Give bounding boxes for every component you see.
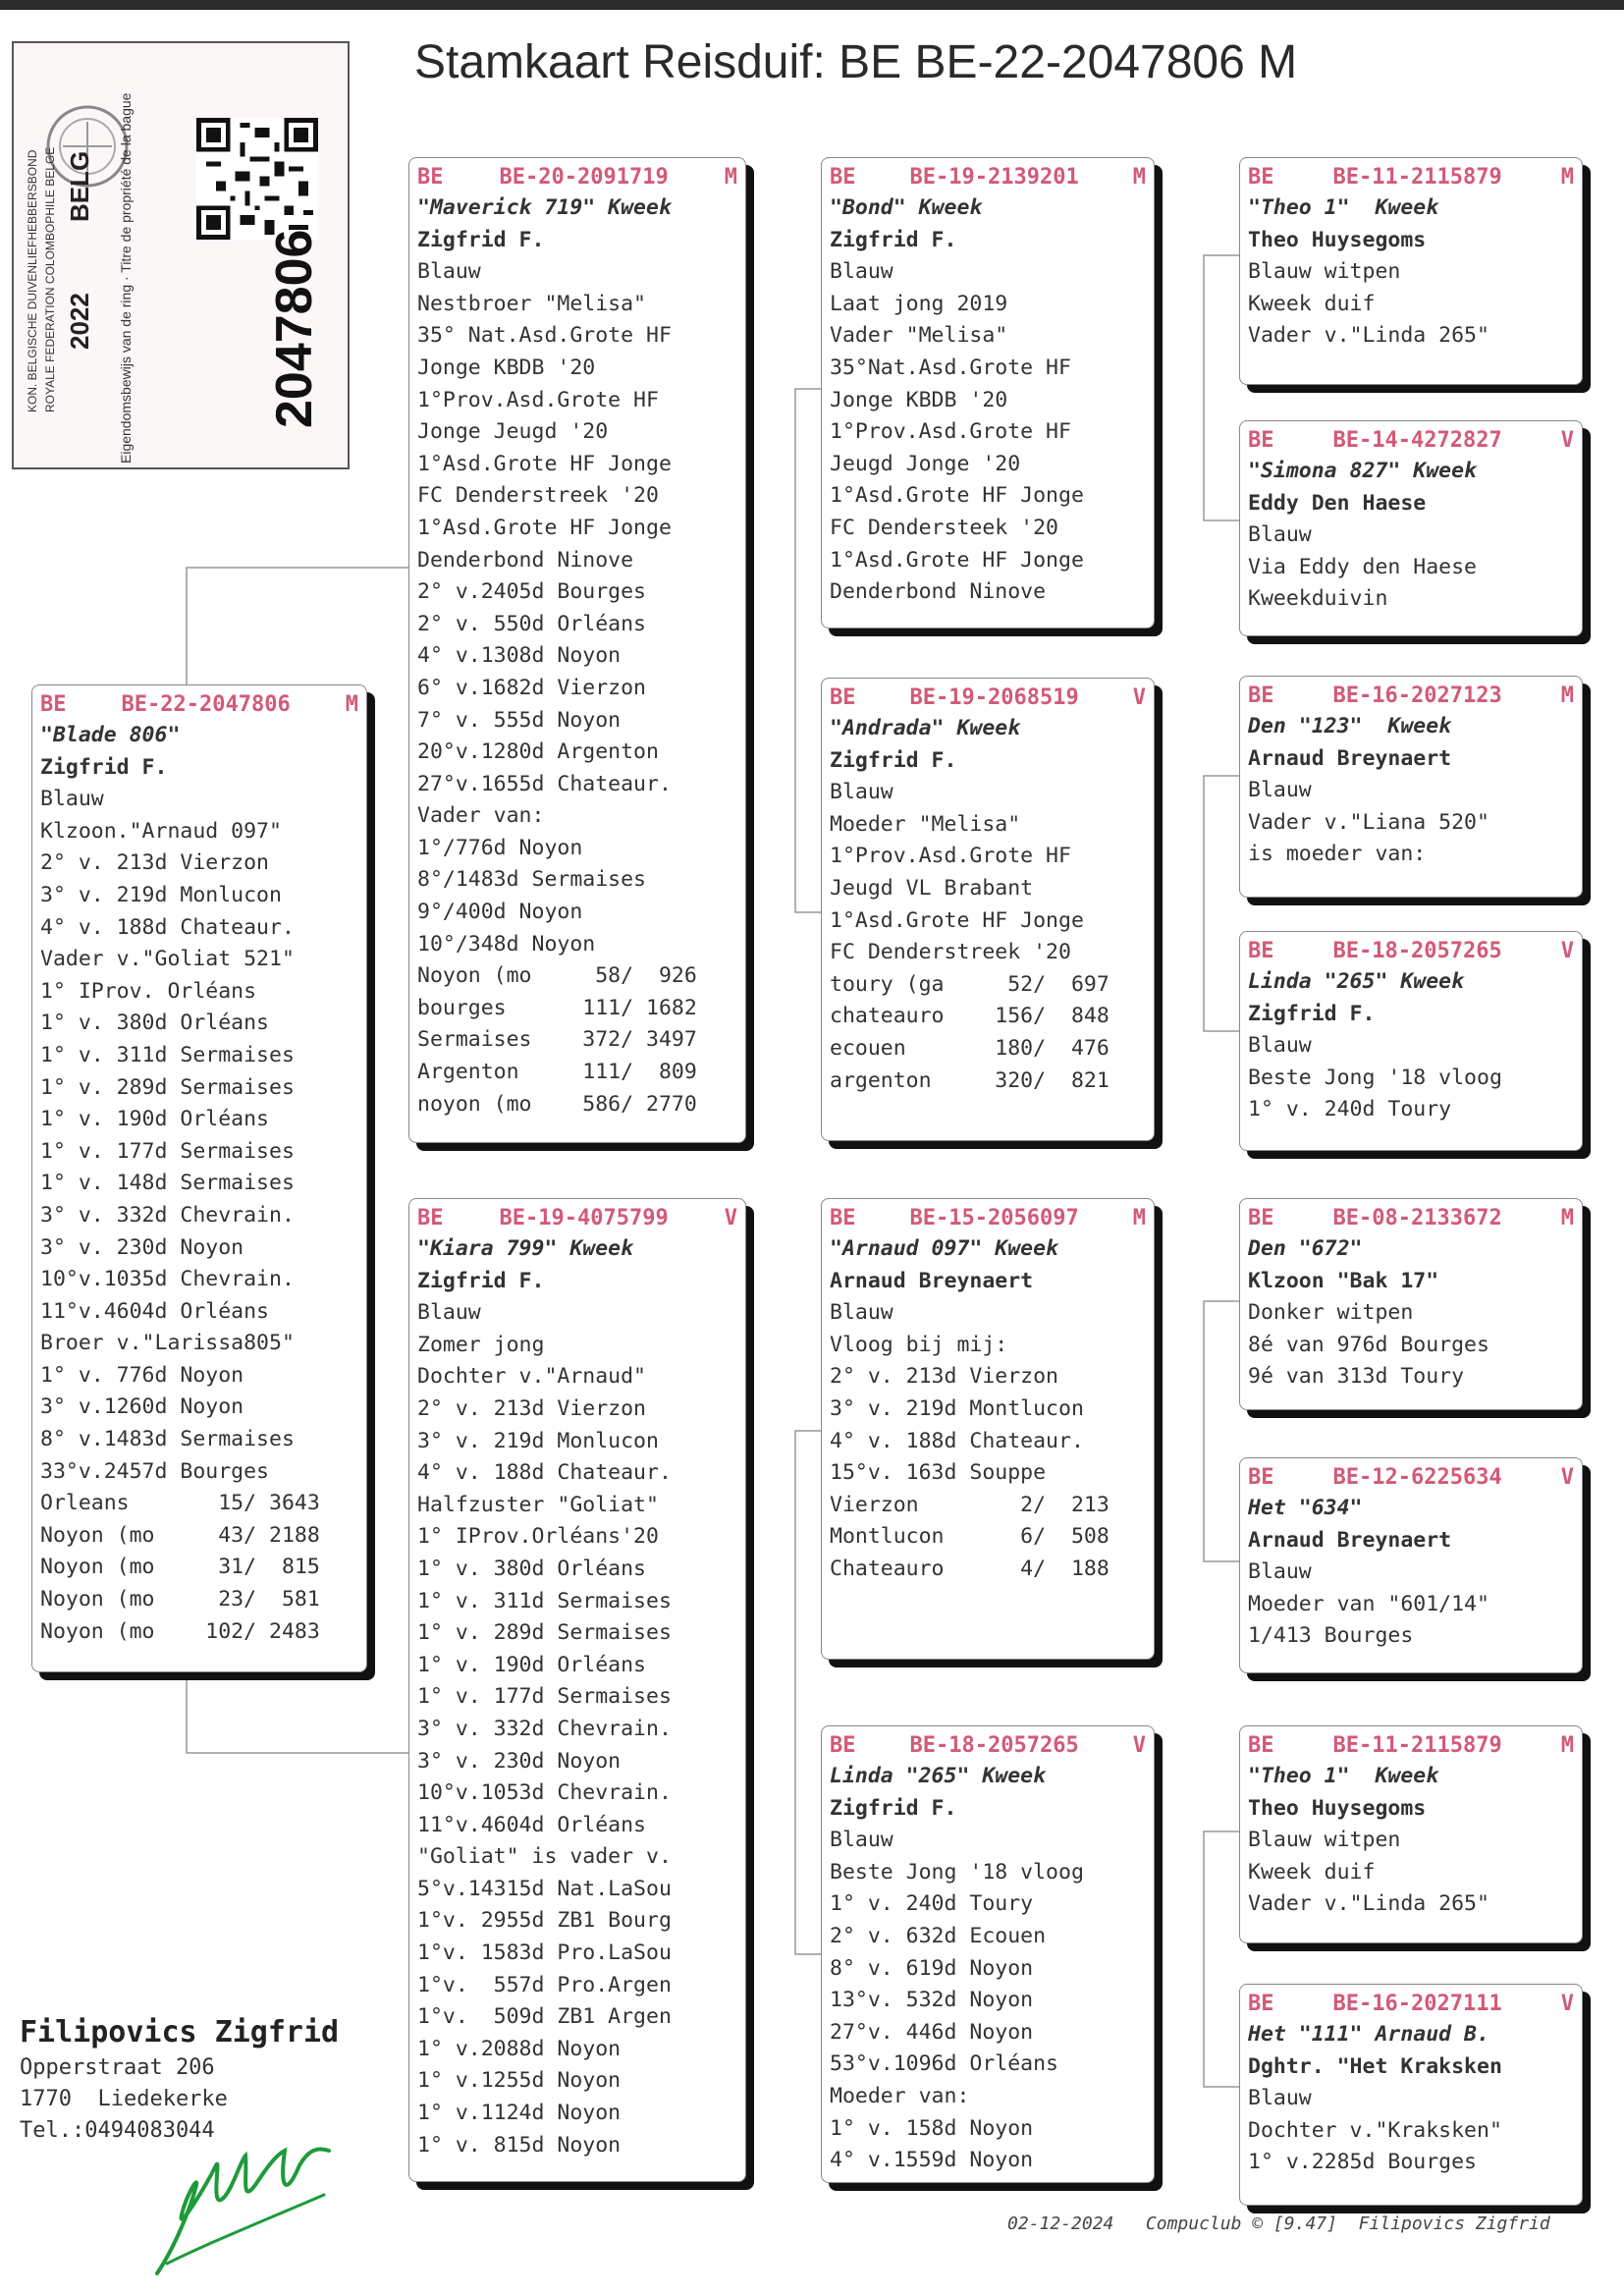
card-detail-line: 1° v.2088d Noyon [417, 2036, 622, 2061]
card-detail-line: 1° v. 177d Sermaises [40, 1138, 295, 1164]
card-ring: BE-20-2091719 [499, 165, 669, 190]
card-detail-line: 1° v. 815d Noyon [417, 2132, 622, 2158]
card-detail-line: Kweek duif [1248, 291, 1376, 316]
card-country: BE [1248, 683, 1274, 708]
card-name: Linda "265" Kweek [830, 1764, 1047, 1788]
card-detail-line: 1°v. 509d ZB1 Argen [417, 2004, 672, 2030]
card-name: Linda "265" Kweek [1248, 969, 1465, 994]
card-detail-line: 1°Asd.Grote HF Jonge [830, 483, 1084, 509]
card-detail-line: 4° v. 188d Chateaur. [40, 914, 295, 940]
card-detail-line: 53°v.1096d Orléans [830, 2051, 1058, 2077]
card-detail-line: 1°v. 1583d Pro.LaSou [417, 1940, 672, 1966]
card-sex: V [1560, 428, 1574, 453]
card-country: BE [1248, 1465, 1274, 1490]
card-detail-line: Blauw witpen [1248, 1828, 1401, 1853]
card-detail-line: is moeder van: [1248, 842, 1427, 867]
card-detail-line: Vader v."Goliat 521" [40, 947, 295, 972]
card-sex: V [1560, 939, 1574, 963]
card-detail-line: Moeder van: [830, 2083, 970, 2108]
card-detail-line: bourges 111/ 1682 [417, 995, 697, 1020]
card-detail-line: 3° v. 230d Noyon [417, 1748, 622, 1774]
card-detail-line: Blauw [830, 780, 893, 805]
card-detail-line: 8é van 976d Bourges [1248, 1332, 1489, 1357]
card-detail-line: Blauw [830, 1300, 893, 1326]
card-detail-line: 1° IProv.Orléans'20 [417, 1524, 659, 1550]
card-sex: V [724, 1206, 737, 1230]
card-detail-line: 10°/348d Noyon [417, 931, 596, 956]
card-breeder: Zigfrid F. [830, 747, 957, 773]
card-detail-line: Argenton 111/ 809 [417, 1060, 697, 1085]
card-sex: V [1132, 685, 1146, 710]
card-detail-line: toury (ga 52/ 697 [830, 971, 1110, 997]
card-breeder: Zigfrid F. [417, 227, 545, 252]
card-detail-line: Laat jong 2019 [830, 291, 1008, 316]
card-detail-line: Kweek duif [1248, 1859, 1376, 1885]
card-detail-line: 4° v.1308d Noyon [417, 643, 622, 669]
pigeon-card-subject[interactable] [31, 684, 367, 1672]
pigeon-card-fff[interactable] [1239, 157, 1583, 385]
card-detail-line: chateauro 156/ 848 [830, 1004, 1110, 1029]
card-name: Den "123" Kweek [1248, 714, 1452, 738]
card-detail-line: 10°v.1053d Chevrain. [417, 1780, 672, 1806]
card-breeder: Klzoon "Bak 17" [1248, 1268, 1439, 1293]
card-detail-line: 1°Asd.Grote HF Jonge [417, 515, 672, 540]
card-detail-line: 1°Prov.Asd.Grote HF [830, 844, 1071, 869]
owner-city: 1770 Liedekerke [20, 2087, 228, 2111]
card-detail-line: 1° v. 380d Orléans [40, 1011, 269, 1036]
card-breeder: Zigfrid F. [40, 754, 168, 780]
card-name: "Theo 1" Kweek [1248, 1764, 1439, 1788]
card-detail-line: 1° v. 190d Orléans [40, 1107, 269, 1132]
card-detail-line: 35° Nat.Asd.Grote HF [417, 323, 672, 349]
card-name: "Bond" Kweek [830, 195, 983, 220]
card-breeder: Zigfrid F. [830, 227, 957, 252]
card-breeder: Dghtr. "Het Kraksken [1248, 2053, 1502, 2079]
card-detail-line: 2° v. 213d Vierzon [830, 1364, 1058, 1390]
card-sex: M [1560, 165, 1574, 190]
card-country: BE [830, 1206, 856, 1230]
card-detail-line: Zomer jong [417, 1332, 545, 1357]
owner-street: Opperstraat 206 [20, 2055, 215, 2080]
card-sex: V [1560, 1992, 1574, 2016]
ring-country: BELG [65, 150, 94, 222]
card-detail-line: 11°v.4604d Orléans [417, 1812, 646, 1837]
card-breeder: Arnaud Breynaert [1248, 1527, 1452, 1553]
footer-date: 02-12-2024 [1007, 2213, 1114, 2234]
card-detail-line: 1° v. 776d Noyon [40, 1362, 244, 1388]
card-detail-line: 6° v.1682d Vierzon [417, 675, 646, 700]
card-ring: BE-14-4272827 [1332, 428, 1502, 453]
card-detail-line: Beste Jong '18 vloog [830, 1859, 1084, 1885]
card-detail-line: Blauw [1248, 1033, 1312, 1059]
card-ring: BE-22-2047806 [121, 692, 291, 717]
card-country: BE [1248, 1206, 1274, 1230]
card-detail-line: Halfzuster "Goliat" [417, 1492, 659, 1517]
ring-number: 2047806 [266, 229, 323, 428]
card-detail-line: Noyon (mo 23/ 581 [40, 1587, 320, 1612]
card-ring: BE-15-2056097 [909, 1206, 1079, 1230]
card-detail-line: Vierzon 2/ 213 [830, 1492, 1110, 1517]
footer-software: Compuclub © [9.47] [1145, 2213, 1337, 2234]
card-sex: V [1560, 1465, 1574, 1490]
card-detail-line: 1° v.1124d Noyon [417, 2101, 622, 2126]
card-detail-line: 9°/400d Noyon [417, 900, 583, 925]
pigeon-card-fmf[interactable] [1239, 676, 1583, 898]
card-detail-line: Blauw [417, 259, 481, 285]
card-detail-line: Sermaises 372/ 3497 [417, 1027, 697, 1053]
card-detail-line: Beste Jong '18 vloog [1248, 1065, 1502, 1090]
card-breeder: Zigfrid F. [417, 1268, 545, 1293]
card-country: BE [1248, 165, 1274, 190]
card-name: "Andrada" Kweek [830, 716, 1021, 740]
card-detail-line: 9é van 313d Toury [1248, 1364, 1465, 1390]
card-detail-line: 1° v. 380d Orléans [417, 1556, 646, 1581]
card-sex: M [724, 165, 737, 190]
card-detail-line: 1° v. 158d Noyon [830, 2115, 1034, 2141]
page-title: Stamkaart Reisduif: BE BE-22-2047806 M [414, 36, 1298, 88]
card-detail-line: Blauw [830, 1828, 893, 1853]
card-detail-line: 5°v.14315d Nat.LaSou [417, 1876, 672, 1901]
card-detail-line: 1° v.2285d Bourges [1248, 2150, 1477, 2175]
card-detail-line: Chateauro 4/ 188 [830, 1556, 1110, 1581]
signature-icon [137, 2126, 344, 2283]
card-detail-line: 3° v. 230d Noyon [40, 1234, 244, 1260]
card-sex: M [1132, 1206, 1146, 1230]
card-detail-line: Noyon (mo 102/ 2483 [40, 1618, 320, 1644]
card-detail-line: 11°v.4604d Orléans [40, 1298, 269, 1324]
pigeon-card-father-father[interactable] [821, 157, 1155, 628]
card-detail-line: 20°v.1280d Argenton [417, 739, 659, 765]
card-detail-line: Jonge KBDB '20 [830, 387, 1008, 412]
card-detail-line: 8°/1483d Sermaises [417, 867, 646, 893]
card-detail-line: Denderbond Ninove [830, 579, 1047, 605]
card-detail-line: 1°v. 557d Pro.Argen [417, 1972, 672, 1997]
card-detail-line: Vader v."Linda 265" [1248, 1891, 1489, 1917]
card-detail-line: 27°v.1655d Chateaur. [417, 771, 672, 796]
card-detail-line: 15°v. 163d Souppe [830, 1460, 1047, 1486]
card-detail-line: 13°v. 532d Noyon [830, 1988, 1034, 2013]
card-detail-line: 3° v. 219d Monlucon [40, 882, 282, 907]
card-detail-line: 2° v. 632d Ecouen [830, 1923, 1047, 1948]
card-detail-line: 1°/776d Noyon [417, 835, 583, 860]
card-detail-line: Blauw [1248, 778, 1312, 803]
card-detail-line: Broer v."Larissa805" [40, 1331, 295, 1356]
card-detail-line: Donker witpen [1248, 1300, 1414, 1326]
card-detail-line: 1° v. 148d Sermaises [40, 1171, 295, 1196]
card-detail-line: Dochter v."Kraksken" [1248, 2117, 1502, 2143]
card-country: BE [1248, 428, 1274, 453]
card-name: Het "111" Arnaud B. [1248, 2022, 1489, 2047]
card-detail-line: Blauw [417, 1300, 481, 1326]
card-detail-line: 1° v. 311d Sermaises [417, 1588, 672, 1613]
card-detail-line: Blauw [1248, 1559, 1312, 1585]
card-ring: BE-19-4075799 [499, 1206, 669, 1230]
card-detail-line: Moeder van "601/14" [1248, 1591, 1489, 1616]
card-detail-line: 2° v. 213d Vierzon [40, 850, 269, 876]
card-detail-line: 8° v.1483d Sermaises [40, 1427, 295, 1452]
pigeon-card-mff[interactable] [1239, 1198, 1583, 1410]
card-name: Het "634" [1248, 1496, 1363, 1520]
card-detail-line: "Goliat" is vader v. [417, 1844, 672, 1870]
card-country: BE [40, 692, 67, 717]
card-country: BE [830, 165, 856, 190]
card-breeder: Eddy Den Haese [1248, 490, 1427, 516]
card-country: BE [417, 1206, 444, 1230]
card-detail-line: ecouen 180/ 476 [830, 1035, 1110, 1061]
card-detail-line: 3° v. 219d Montlucon [830, 1395, 1084, 1421]
card-detail-line: Noyon (mo 31/ 815 [40, 1555, 320, 1580]
pigeon-card-fmm[interactable] [1239, 931, 1583, 1151]
card-detail-line: Blauw [1248, 2086, 1312, 2111]
card-country: BE [1248, 1733, 1274, 1758]
card-ring: BE-12-6225634 [1332, 1465, 1502, 1490]
card-detail-line: 33°v.2457d Bourges [40, 1458, 269, 1484]
card-country: BE [830, 685, 856, 710]
card-ring: BE-11-2115879 [1332, 1733, 1502, 1758]
pigeon-card-mmf[interactable] [1239, 1725, 1583, 1943]
card-detail-line: 1°Prov.Asd.Grote HF [417, 387, 659, 412]
card-detail-line: Blauw witpen [1248, 259, 1401, 285]
card-detail-line: Blauw [830, 259, 893, 285]
card-detail-line: Kweekduivin [1248, 586, 1388, 612]
card-breeder: Zigfrid F. [830, 1795, 957, 1821]
card-detail-line: Noyon (mo 58/ 926 [417, 963, 697, 989]
card-detail-line: Blauw [1248, 522, 1312, 548]
card-detail-line: 1° v. 289d Sermaises [417, 1620, 672, 1646]
card-breeder: Arnaud Breynaert [1248, 745, 1452, 771]
card-detail-line: 1° v. 240d Toury [1248, 1097, 1452, 1122]
card-detail-line: Jeugd VL Brabant [830, 875, 1034, 901]
card-detail-line: Moeder "Melisa" [830, 811, 1021, 837]
card-detail-line: 3° v. 332d Chevrain. [417, 1716, 672, 1741]
card-breeder: Arnaud Breynaert [830, 1268, 1034, 1293]
card-detail-line: Vader "Melisa" [830, 323, 1008, 349]
card-ring: BE-19-2068519 [909, 685, 1079, 710]
card-detail-line: 4° v. 188d Chateaur. [830, 1428, 1084, 1453]
card-detail-line: 1° IProv. Orléans [40, 978, 257, 1004]
card-detail-line: Dochter v."Arnaud" [417, 1364, 646, 1390]
ring-org-fr: ROYALE FEDERATION COLOMBOPHILE BELGE [43, 146, 57, 412]
card-detail-line: Noyon (mo 43/ 2188 [40, 1522, 320, 1548]
card-breeder: Zigfrid F. [1248, 1001, 1376, 1026]
card-detail-line: 1°v. 2955d ZB1 Bourg [417, 1908, 672, 1934]
owner-phone: Tel.:0494083044 [20, 2118, 215, 2143]
card-name: "Simona 827" Kweek [1248, 459, 1477, 483]
card-name: Den "672" [1248, 1236, 1363, 1261]
ring-year: 2022 [65, 293, 94, 350]
card-detail-line: 2° v.2405d Bourges [417, 579, 646, 605]
card-country: BE [1248, 939, 1274, 963]
card-detail-line: 3° v. 219d Monlucon [417, 1428, 659, 1453]
card-sex: M [1560, 1733, 1574, 1758]
card-detail-line: 1° v. 190d Orléans [417, 1652, 646, 1677]
card-detail-line: Vader v."Liana 520" [1248, 809, 1489, 835]
card-detail-line: 1°Prov.Asd.Grote HF [830, 419, 1071, 445]
card-detail-line: 1° v. 177d Sermaises [417, 1684, 672, 1710]
card-detail-line: 1° v.1255d Noyon [417, 2068, 622, 2094]
card-sex: M [1560, 683, 1574, 708]
card-country: BE [830, 1733, 856, 1758]
card-sex: V [1132, 1733, 1146, 1758]
card-detail-line: 1° v. 289d Sermaises [40, 1074, 295, 1100]
card-detail-line: Jonge Jeugd '20 [417, 419, 609, 445]
card-detail-line: noyon (mo 586/ 2770 [417, 1091, 697, 1117]
card-detail-line: 3° v.1260d Noyon [40, 1394, 244, 1420]
card-detail-line: 1°Asd.Grote HF Jonge [830, 907, 1084, 933]
card-breeder: Theo Huysegoms [1248, 227, 1427, 252]
card-detail-line: 8° v. 619d Noyon [830, 1955, 1034, 1981]
card-detail-line: Vader van: [417, 803, 545, 829]
card-sex: M [1560, 1206, 1574, 1230]
card-detail-line: 10°v.1035d Chevrain. [40, 1267, 295, 1292]
card-detail-line: 35°Nat.Asd.Grote HF [830, 355, 1071, 380]
card-detail-line: Klzoon."Arnaud 097" [40, 818, 282, 844]
pigeon-card-father[interactable] [408, 157, 746, 1143]
card-ring: BE-08-2133672 [1332, 1206, 1502, 1230]
pigeon-card-mfm[interactable] [1239, 1457, 1583, 1673]
card-ring: BE-16-2027111 [1332, 1992, 1502, 2016]
card-sex: M [345, 692, 358, 717]
card-detail-line: Denderbond Ninove [417, 547, 634, 573]
card-detail-line: 2° v. 550d Orléans [417, 611, 646, 636]
card-detail-line: 4° v.1559d Noyon [830, 2148, 1034, 2173]
pigeon-card-mmm[interactable] [1239, 1984, 1583, 2206]
pigeon-card-ffm[interactable] [1239, 420, 1583, 636]
card-breeder: Theo Huysegoms [1248, 1795, 1427, 1821]
footer-line [1007, 2213, 1550, 2234]
card-detail-line: 1°Asd.Grote HF Jonge [830, 547, 1084, 573]
card-detail-line: 1°Asd.Grote HF Jonge [417, 451, 672, 476]
card-country: BE [417, 165, 444, 190]
card-detail-line: 7° v. 555d Noyon [417, 707, 622, 733]
card-detail-line: Blauw [40, 787, 104, 812]
card-detail-line: Vader v."Linda 265" [1248, 323, 1489, 349]
card-ring: BE-19-2139201 [909, 165, 1079, 190]
card-sex: M [1132, 165, 1146, 190]
card-detail-line: 27°v. 446d Noyon [830, 2019, 1034, 2045]
card-name: "Maverick 719" Kweek [417, 195, 672, 220]
card-detail-line: Jonge KBDB '20 [417, 355, 596, 380]
card-name: "Kiara 799" Kweek [417, 1236, 634, 1261]
pigeon-card-mother-father[interactable] [821, 1198, 1155, 1660]
card-name: "Blade 806" [40, 723, 181, 747]
footer-owner: Filipovics Zigfrid [1358, 2213, 1550, 2234]
card-detail-line: 1° v. 311d Sermaises [40, 1042, 295, 1067]
card-detail-line: FC Denderstreek '20 [830, 940, 1071, 965]
ring-org-nl: KON. BELGISCHE DUIVENLIEFHEBBERSBOND [26, 149, 39, 412]
card-detail-line: Vloog bij mij: [830, 1332, 1008, 1357]
ring-ownership: Eigendomsbewijs van de ring · Titre de propriété de la bague [118, 92, 134, 464]
card-detail-line: 1° v. 240d Toury [830, 1891, 1034, 1917]
pigeon-card-father-mother[interactable] [821, 678, 1155, 1141]
card-country: BE [1248, 1992, 1274, 2016]
card-detail-line: FC Denderstreek '20 [417, 483, 659, 509]
card-detail-line: Orleans 15/ 3643 [40, 1491, 320, 1516]
card-name: "Theo 1" Kweek [1248, 195, 1439, 220]
pigeon-card-mother[interactable] [408, 1198, 746, 2182]
card-name: "Arnaud 097" Kweek [830, 1236, 1058, 1261]
card-ring: BE-11-2115879 [1332, 165, 1502, 190]
card-detail-line: Via Eddy den Haese [1248, 554, 1477, 579]
card-detail-line: Nestbroer "Melisa" [417, 291, 646, 316]
card-ring: BE-18-2057265 [1332, 939, 1502, 963]
card-ring: BE-18-2057265 [909, 1733, 1079, 1758]
card-detail-line: FC Dendersteek '20 [830, 515, 1058, 540]
card-detail-line: Jeugd Jonge '20 [830, 451, 1021, 476]
card-detail-line: argenton 320/ 821 [830, 1067, 1110, 1093]
card-ring: BE-16-2027123 [1332, 683, 1502, 708]
card-detail-line: 2° v. 213d Vierzon [417, 1395, 646, 1421]
card-detail-line: 4° v. 188d Chateaur. [417, 1460, 672, 1486]
card-detail-line: 1/413 Bourges [1248, 1623, 1414, 1649]
card-detail-line: Montlucon 6/ 508 [830, 1524, 1110, 1550]
card-detail-line: 3° v. 332d Chevrain. [40, 1202, 295, 1228]
owner-name: Filipovics Zigfrid [20, 2015, 340, 2049]
pigeon-card-mother-mother[interactable] [821, 1725, 1155, 2183]
